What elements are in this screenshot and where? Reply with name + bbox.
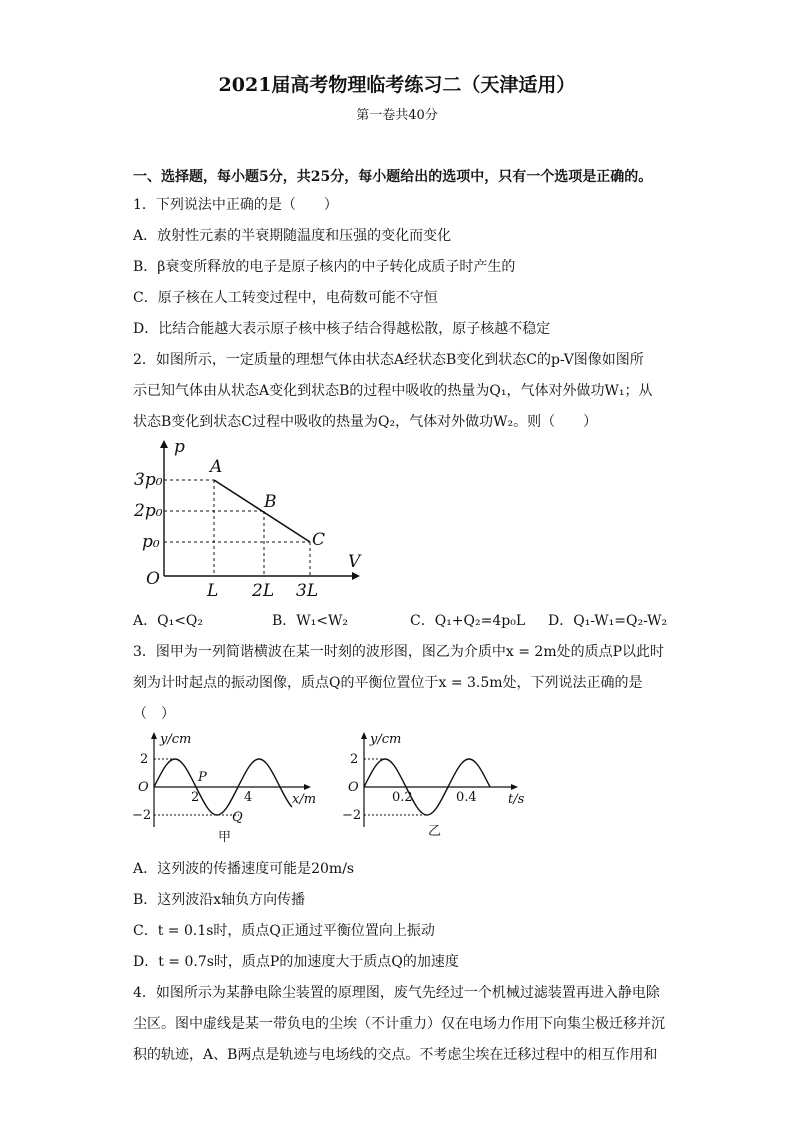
q1-option-d: D．比结合能越大表示原子核中核子结合得越松散，原子核越不稳定 <box>133 321 551 337</box>
wave-a-origin: O <box>138 780 149 795</box>
wave-a-caption: 甲 <box>218 830 232 845</box>
pv-x-arrow <box>352 572 360 580</box>
pv-xtick-L: L <box>207 581 219 597</box>
pv-graph <box>130 432 380 597</box>
q3-option-b: B．这列波沿x轴负方向传播 <box>133 892 306 908</box>
pv-xtick-3L: 3L <box>296 581 319 597</box>
wave-a-y-arrow <box>151 732 157 739</box>
wave-b-y-arrow <box>361 732 367 739</box>
wave-a-x-label: x/m <box>292 792 317 807</box>
q3-stem-line1: 3．图甲为一列简谐横波在某一时刻的波形图，图乙为介质中x = 2m处的质点P以此时 <box>133 644 665 660</box>
q2-option-c: C．Q₁+Q₂=4p₀L <box>410 613 526 629</box>
wave-a-xtick-4: 4 <box>244 790 253 805</box>
page-subtitle: 第一卷共40分 <box>356 108 438 123</box>
q3-option-a: A．这列波的传播速度可能是20m/s <box>133 861 355 877</box>
wave-a-y-label: y/cm <box>160 732 192 747</box>
q3-option-d: D．t = 0.7s时，质点P的加速度大于质点Q的加速度 <box>133 954 459 970</box>
wave-b-caption: 乙 <box>428 824 442 839</box>
q3-option-c: C．t = 0.1s时，质点Q正通过平衡位置向上振动 <box>133 923 435 939</box>
q4-stem-line2: 尘区。图中虚线是某一带负电的尘埃（不计重力）仅在电场力作用下向集尘极迁移并沉 <box>133 1016 665 1032</box>
pv-process-line <box>214 480 310 542</box>
wave-graph-a <box>130 727 330 847</box>
wave-b-x-arrow <box>511 784 518 790</box>
q2-option-a: A．Q₁<Q₂ <box>133 613 204 629</box>
pv-y-arrow <box>160 440 168 448</box>
pv-y-label: p <box>174 437 185 457</box>
q2-option-b: B．W₁<W₂ <box>272 613 349 629</box>
q2-option-d: D．Q₁-W₁=Q₂-W₂ <box>548 613 668 629</box>
pv-ytick-p0: p₀ <box>142 532 160 552</box>
wave-b-ytick-2: 2 <box>350 752 359 767</box>
wave-b-origin: O <box>348 780 359 795</box>
wave-graph-b <box>340 727 540 847</box>
wave-a-xtick-2: 2 <box>191 790 200 805</box>
wave-a-ytick-neg2: −2 <box>132 808 152 823</box>
wave-a-x-arrow <box>304 784 311 790</box>
pv-ytick-3p0: 3p₀ <box>134 470 163 490</box>
pv-ytick-2p0: 2p₀ <box>134 501 163 521</box>
wave-b-ytick-neg2: −2 <box>342 808 362 823</box>
wave-a-point-p: P <box>198 770 207 785</box>
pv-point-b: B <box>264 492 277 512</box>
q2-stem-line1: 2．如图所示，一定质量的理想气体由状态A经状态B变化到状态C的p-V图像如图所 <box>133 352 644 368</box>
q2-stem-line3: 状态B变化到状态C过程中吸收的热量为Q₂，气体对外做功W₂。则（ ） <box>133 414 598 430</box>
page-title: 2021届高考物理临考练习二（天津适用） <box>218 74 576 96</box>
pv-xtick-2L: 2L <box>252 581 275 597</box>
q4-stem-line3: 积的轨迹，A、B两点是轨迹与电场线的交点。不考虑尘埃在迁移过程中的相互作用和 <box>133 1047 658 1063</box>
pv-point-a: A <box>210 457 223 477</box>
q1-stem: 1．下列说法中正确的是（ ） <box>133 197 338 213</box>
pv-x-label: V <box>348 552 361 572</box>
q3-stem-line2: 刻为计时起点的振动图像，质点Q的平衡位置位于x = 3.5m处，下列说法正确的是 <box>133 675 643 691</box>
wave-b-xtick-0-2: 0.2 <box>392 790 413 805</box>
wave-b-xtick-0-4: 0.4 <box>456 790 477 805</box>
pv-point-c: C <box>312 530 326 550</box>
wave-b-y-label: y/cm <box>370 732 402 747</box>
q1-option-c: C．原子核在人工转变过程中，电荷数可能不守恒 <box>133 290 438 306</box>
q4-stem-line1: 4．如图所示为某静电除尘装置的原理图，废气先经过一个机械过滤装置再进入静电除 <box>133 985 660 1001</box>
q1-option-b: B．β衰变所释放的电子是原子核内的中子转化成质子时产生的 <box>133 259 516 275</box>
wave-b-x-label: t/s <box>508 792 525 807</box>
section-heading: 一、选择题，每小题5分，共25分，每小题给出的选项中，只有一个选项是正确的。 <box>133 169 653 185</box>
q1-option-a: A．放射性元素的半衰期随温度和压强的变化而变化 <box>133 228 452 244</box>
q2-stem-line2: 示已知气体由从状态A变化到状态B的过程中吸收的热量为Q₁，气体对外做功W₁；从 <box>133 383 653 399</box>
wave-a-point-q: Q <box>232 810 243 825</box>
wave-a-ytick-2: 2 <box>140 752 149 767</box>
pv-origin: O <box>146 569 160 589</box>
q3-stem-line3: （ ） <box>133 706 175 722</box>
